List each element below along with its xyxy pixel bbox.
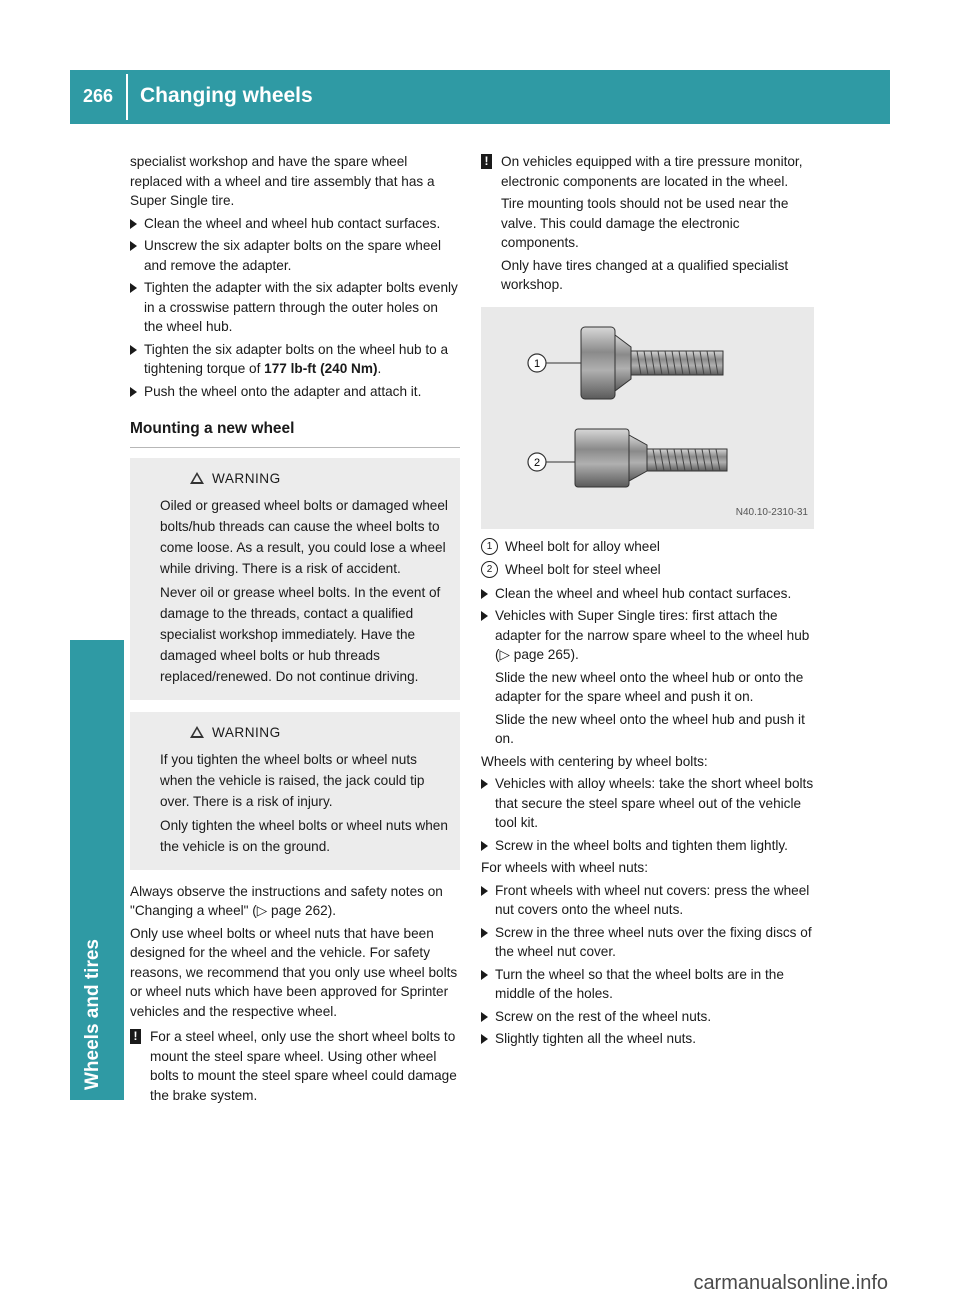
step-item: Clean the wheel and wheel hub contact surfaces. bbox=[481, 584, 814, 604]
warning-triangle-icon bbox=[190, 726, 204, 738]
arrow-icon bbox=[130, 241, 137, 251]
step-item: Slightly tighten all the wheel nuts. bbox=[481, 1029, 814, 1049]
paragraph: Always observe the instructions and safety notes on "Changing a wheel" (▷ page 262). bbox=[130, 883, 443, 918]
step-item: Screw on the rest of the wheel nuts. bbox=[481, 1007, 814, 1027]
step-item: Screw in the three wheel nuts over the fixing discs of the wheel nut cover. bbox=[481, 923, 814, 962]
subheading: Wheels with centering by wheel bolts: bbox=[481, 753, 708, 769]
watermark: carmanualsonline.info bbox=[693, 1272, 888, 1294]
section-heading: Mounting a new wheel bbox=[130, 419, 460, 448]
step-item: Unscrew the six adapter bolts on the spare wheel and remove the adapter. bbox=[130, 236, 460, 275]
step-item-torque: Tighten the six adapter bolts on the wheel hub to a tightening torque of 177 lb-ft (240 Nm). bbox=[130, 340, 460, 379]
wheel-bolts-illustration bbox=[481, 307, 814, 529]
arrow-icon bbox=[481, 970, 488, 980]
warning-triangle-icon bbox=[190, 472, 204, 484]
page-title: Changing wheels bbox=[140, 84, 313, 107]
legend-item: 1 Wheel bolt for alloy wheel bbox=[481, 537, 814, 557]
right-column bbox=[481, 152, 814, 1052]
note-item: ! For a steel wheel, only use the short wheel bolts to mount the steel spare wheel. Using other wheel bolts to mount the steel spare wheel could damage the brake system. bbox=[130, 1027, 460, 1105]
arrow-icon bbox=[481, 611, 488, 621]
arrow-icon bbox=[481, 928, 488, 938]
step-item: Vehicles with Super Single tires: first attach the adapter for the narrow spare wheel to the wheel hub (▷ page 265). Slide the new wheel onto the wheel hub or onto the adapter for the spare wheel and push it on. Slide the new wheel onto the wheel hub and push it on. bbox=[481, 606, 814, 749]
warning-box-2 bbox=[130, 712, 460, 870]
legend-item: 2 Wheel bolt for steel wheel bbox=[481, 560, 814, 580]
left-column bbox=[130, 152, 460, 1109]
arrow-icon bbox=[130, 387, 137, 397]
step-item: Tighten the adapter with the six adapter bolts evenly in a crosswise pattern through the outer holes on the wheel hub. bbox=[130, 278, 460, 337]
warning-text: Only tighten the wheel bolts or wheel nuts when the vehicle is on the ground. bbox=[160, 817, 448, 854]
torque-value: 177 lb-ft (240 Nm) bbox=[264, 361, 378, 376]
exclamation-icon: ! bbox=[481, 154, 492, 169]
exclamation-icon: ! bbox=[130, 1029, 141, 1044]
warning-text: Never oil or grease wheel bolts. In the event of damage to the threads, contact a qualified specialist workshop immediately. Have the damaged wheel bolts or hub threads replaced/renewed. Do not continue driving. bbox=[160, 584, 441, 684]
arrow-icon bbox=[481, 841, 488, 851]
step-item: Clean the wheel and wheel hub contact surfaces. bbox=[130, 214, 460, 234]
warning-heading: WARNING bbox=[160, 468, 450, 489]
arrow-icon bbox=[130, 219, 137, 229]
step-item: Front wheels with wheel nut covers: press the wheel nut covers onto the wheel nuts. bbox=[481, 881, 814, 920]
arrow-icon bbox=[130, 345, 137, 355]
paragraph: Only use wheel bolts or wheel nuts that have been designed for the wheel and the vehicle. For safety reasons, we recommend that you only use wheel bolts or wheel nuts which have been approved for Sprinter vehicles and the respective wheel. bbox=[130, 925, 458, 1019]
arrow-icon bbox=[481, 1034, 488, 1044]
warning-text: If you tighten the wheel bolts or wheel nuts when the vehicle is raised, the jack could tip over. There is a risk of injury. bbox=[160, 751, 425, 809]
arrow-icon bbox=[481, 886, 488, 896]
arrow-icon bbox=[481, 779, 488, 789]
alloy-wheel-bolt bbox=[528, 327, 723, 399]
arrow-icon bbox=[130, 283, 137, 293]
step-item: Vehicles with alloy wheels: take the short wheel bolts that secure the steel spare wheel out of the vehicle tool kit. bbox=[481, 774, 814, 833]
note-item: ! On vehicles equipped with a tire pressure monitor, electronic components are located in the wheel. Tire mounting tools should not be used near the valve. This could damage the electronic components. Only have tires changed at a qualified specialist workshop. bbox=[481, 152, 814, 295]
warning-text: Oiled or greased wheel bolts or damaged wheel bolts/hub threads can cause the wheel bolts to come loose. As a result, you could lose a wheel while driving. There is a risk of accident. bbox=[160, 497, 448, 576]
step-item: Screw in the wheel bolts and tighten them lightly. bbox=[481, 836, 814, 856]
arrow-icon bbox=[481, 589, 488, 599]
page-number: 266 bbox=[82, 86, 114, 106]
header-divider bbox=[126, 74, 128, 120]
steel-wheel-bolt bbox=[528, 429, 727, 487]
subheading: For wheels with wheel nuts: bbox=[481, 860, 648, 875]
callout-2: 2 bbox=[533, 456, 541, 469]
callout-1: 1 bbox=[533, 357, 541, 370]
arrow-icon bbox=[481, 1012, 488, 1022]
warning-heading: WARNING bbox=[160, 722, 450, 743]
intro-paragraph: specialist workshop and have the spare wheel replaced with a wheel and tire assembly that has a Super Single tire. bbox=[130, 154, 435, 208]
figure-code: N40.10-2310-31 bbox=[735, 507, 808, 518]
side-tab-label: Wheels and tires bbox=[82, 939, 103, 1090]
step-item: Push the wheel onto the adapter and attach it. bbox=[130, 382, 460, 402]
step-item: Turn the wheel so that the wheel bolts are in the middle of the holes. bbox=[481, 965, 814, 1004]
warning-box-1 bbox=[130, 458, 460, 700]
wheel-bolt-figure bbox=[481, 307, 814, 529]
